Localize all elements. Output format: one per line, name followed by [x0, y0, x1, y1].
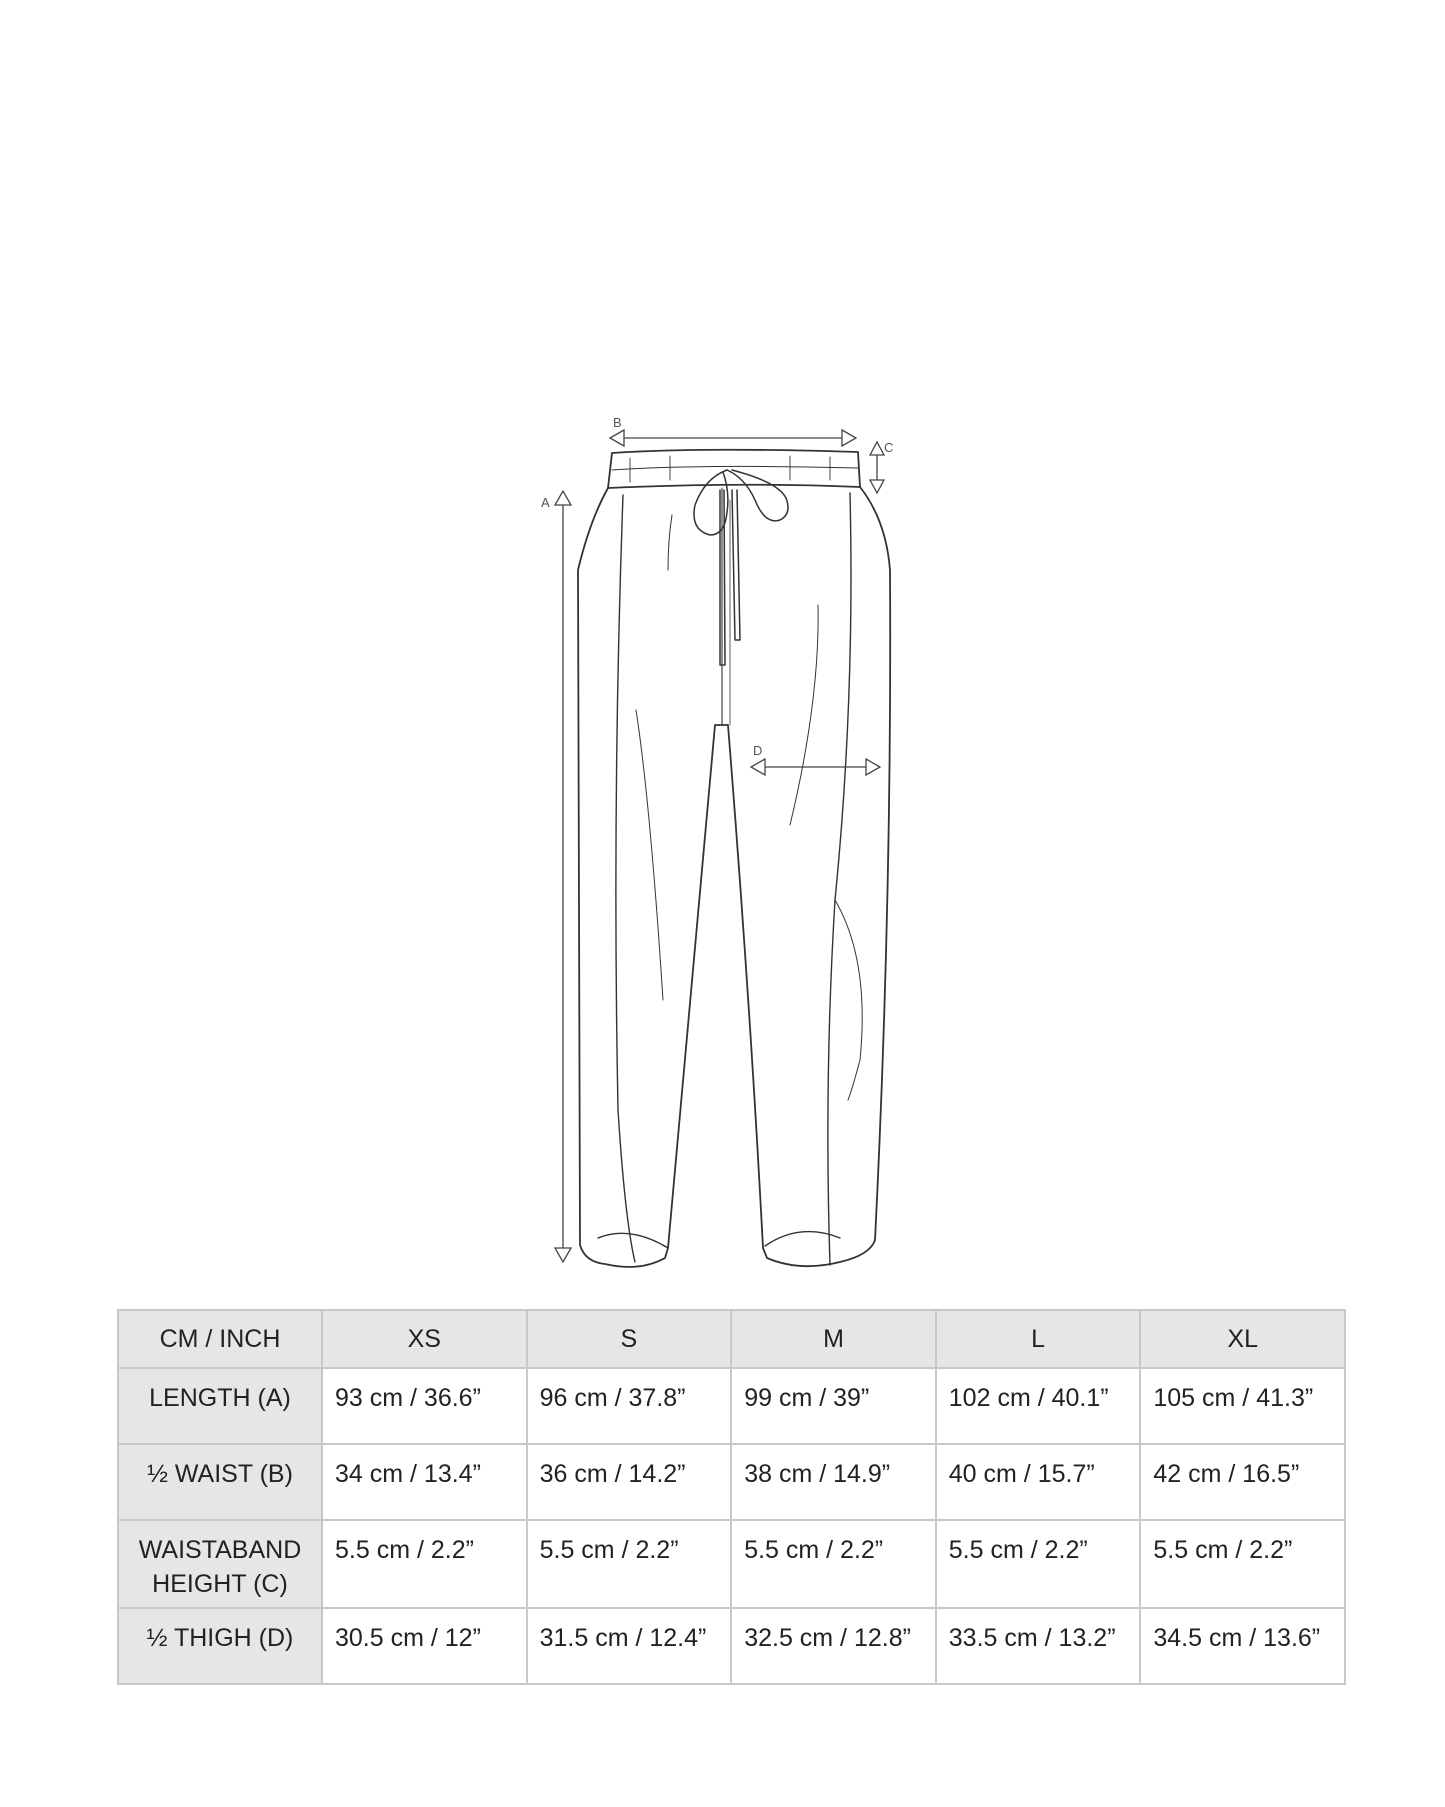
table-cell: 96 cm / 37.8”	[527, 1368, 732, 1444]
table-cell: 30.5 cm / 12”	[322, 1608, 527, 1684]
row-label-length: LENGTH (A)	[118, 1368, 322, 1444]
table-cell: 36 cm / 14.2”	[527, 1444, 732, 1520]
header-size-l: L	[936, 1310, 1141, 1368]
label-c: C	[884, 440, 894, 455]
table-cell: 34.5 cm / 13.6”	[1140, 1608, 1345, 1684]
waistband-arrow	[870, 442, 884, 493]
table-cell: 33.5 cm / 13.2”	[936, 1608, 1141, 1684]
waistband-outline	[608, 450, 860, 488]
header-size-s: S	[527, 1310, 732, 1368]
table-cell: 93 cm / 36.6”	[322, 1368, 527, 1444]
thigh-arrow	[751, 759, 880, 775]
table-row	[118, 1608, 1345, 1684]
row-label-thigh: ½ THIGH (D)	[118, 1608, 322, 1684]
table-row	[118, 1520, 1345, 1608]
table-row	[118, 1368, 1345, 1444]
label-b: B	[613, 415, 622, 430]
row-label-waistband: WAISTABAND HEIGHT (C)	[118, 1520, 322, 1608]
waist-arrow	[610, 430, 856, 446]
header-corner: CM / INCH	[118, 1310, 322, 1368]
table-cell: 5.5 cm / 2.2”	[731, 1520, 936, 1608]
table-cell: 99 cm / 39”	[731, 1368, 936, 1444]
label-d: D	[753, 743, 763, 758]
table-cell: 31.5 cm / 12.4”	[527, 1608, 732, 1684]
table-cell: 32.5 cm / 12.8”	[731, 1608, 936, 1684]
label-a: A	[541, 495, 550, 510]
size-chart-table	[117, 1309, 1346, 1685]
header-size-m: M	[731, 1310, 936, 1368]
length-arrow	[555, 491, 571, 1262]
table-cell: 102 cm / 40.1”	[936, 1368, 1141, 1444]
table-cell: 34 cm / 13.4”	[322, 1444, 527, 1520]
table-row	[118, 1444, 1345, 1520]
table-cell: 5.5 cm / 2.2”	[322, 1520, 527, 1608]
table-cell: 38 cm / 14.9”	[731, 1444, 936, 1520]
table-cell: 5.5 cm / 2.2”	[1140, 1520, 1345, 1608]
row-label-waist: ½ WAIST (B)	[118, 1444, 322, 1520]
header-size-xl: XL	[1140, 1310, 1345, 1368]
table-cell: 5.5 cm / 2.2”	[527, 1520, 732, 1608]
table-header-row	[118, 1310, 1345, 1368]
table-cell: 40 cm / 15.7”	[936, 1444, 1141, 1520]
table-cell: 105 cm / 41.3”	[1140, 1368, 1345, 1444]
drawstring	[694, 470, 788, 665]
table-cell: 5.5 cm / 2.2”	[936, 1520, 1141, 1608]
header-size-xs: XS	[322, 1310, 527, 1368]
table-cell: 42 cm / 16.5”	[1140, 1444, 1345, 1520]
